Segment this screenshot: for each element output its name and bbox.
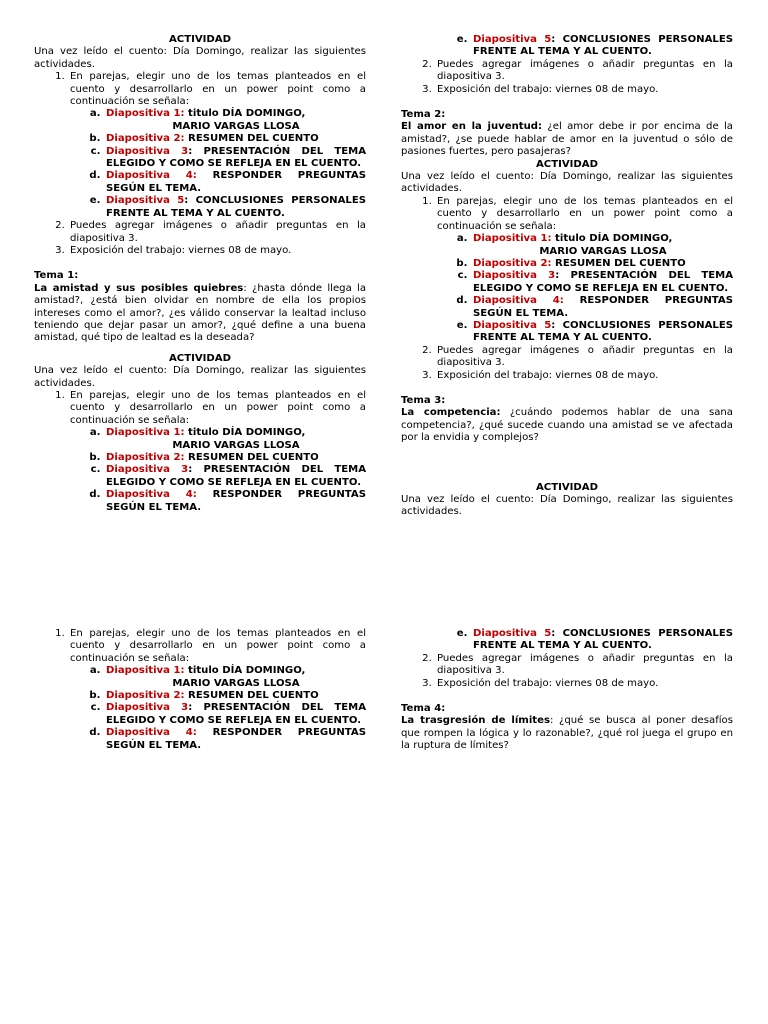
slide-text: titulo DÍA DOMINGO,: [188, 427, 306, 439]
slide-text: : CONCLUSIONES PERSONALES FRENTE AL TEMA Y AL CUENTO.: [106, 195, 366, 219]
slide-4: [104, 727, 366, 752]
step-1-text: En parejas, elegir uno de los temas planteados en el cuento y desarrollarlo en un power point como a continuación se señala:: [70, 389, 366, 426]
step-2: 2. Puedes agregar imágenes o añadir preguntas en la diapositiva 3.: [435, 59, 733, 84]
tema-2-title: Tema 2:: [401, 109, 446, 121]
slide-3: [104, 702, 366, 727]
activity-heading: ACTIVIDAD: [169, 352, 231, 364]
slide-4: [104, 489, 366, 514]
slide-text: RESUMEN DEL CUENTO: [184, 690, 319, 702]
tema-3-title: Tema 3:: [401, 394, 446, 406]
slide-3: [104, 464, 366, 489]
step-3: 3. Exposición del trabajo: viernes 08 de mayo.: [435, 370, 733, 382]
step-1-text: En parejas, elegir uno de los temas planteados en el cuento y desarrollarlo en un power point como a continuación se señala:: [437, 195, 733, 232]
slide-label: Diapositiva 4:: [106, 489, 197, 501]
steps-list: [34, 390, 366, 514]
slide-text: RESPONDER PREGUNTAS SEGÚN EL TEMA.: [106, 489, 366, 513]
slide-label: Diapositiva 1:: [106, 108, 185, 120]
slide-5: [471, 34, 733, 59]
steps-list: [34, 71, 366, 257]
tema-3-lead: La competencia:: [401, 407, 501, 419]
activity-heading: ACTIVIDAD: [536, 481, 598, 493]
slide-text: RESUMEN DEL CUENTO: [551, 257, 686, 269]
slide-label: Diapositiva 3: [473, 270, 556, 282]
slide-2: [104, 690, 366, 702]
step-3: 3. Exposición del trabajo: viernes 08 de mayo.: [68, 245, 366, 257]
slides-list: [70, 427, 366, 514]
tema-4-body: [401, 715, 733, 752]
tema-4-lead: La trasgresión de límites: [401, 715, 550, 727]
tema-2-text: ¿el amor debe ir por encima de la amistad?, ¿se puede hablar de amor en la juventud o sólo de pasiones fuertes, pero pasajeras?: [401, 121, 733, 158]
slide-text: : PRESENTACIÓN DEL TEMA ELEGIDO Y COMO SE REFLEJA EN EL CUENTO.: [473, 270, 734, 294]
slide-label: Diapositiva 4:: [106, 170, 197, 182]
steps-list-continued: [401, 59, 733, 96]
activity-intro: Una vez leído el cuento: Día Domingo, realizar las siguientes actividades.: [401, 494, 733, 518]
slide-text: : PRESENTACIÓN DEL TEMA ELEGIDO Y COMO SE REFLEJA EN EL CUENTO.: [106, 702, 367, 726]
slide-text: : CONCLUSIONES PERSONALES FRENTE AL TEMA Y AL CUENTO.: [473, 319, 733, 344]
slide-label: Diapositiva 5: [473, 34, 552, 45]
slide-1: [104, 108, 366, 133]
slide-text: titulo DÍA DOMINGO,: [188, 108, 306, 120]
slide-text-2: MARIO VARGAS LLOSA: [172, 120, 300, 132]
bottom-right-column: [401, 628, 733, 753]
slide-label: Diapositiva 5: [473, 628, 552, 639]
slide-5: [104, 195, 366, 220]
slide-3: [471, 270, 733, 295]
tema-1-title: Tema 1:: [34, 270, 79, 282]
slide-1: [104, 665, 366, 690]
slides-list: [70, 108, 366, 220]
slide-text: : PRESENTACIÓN DEL TEMA ELEGIDO Y COMO SE REFLEJA EN EL CUENTO.: [106, 145, 367, 170]
tema-2-lead: El amor en la juventud:: [401, 121, 543, 133]
activity-intro: Una vez leído el cuento: Día Domingo, realizar las siguientes actividades.: [401, 171, 733, 195]
slide-label: Diapositiva 2:: [473, 257, 552, 269]
slide-4: [104, 170, 366, 195]
slide-text-2: MARIO VARGAS LLOSA: [172, 677, 300, 689]
slide-label: Diapositiva 5: [106, 195, 185, 207]
top-left-column: [34, 34, 366, 514]
step-3: 3. Exposición del trabajo: viernes 08 de mayo.: [435, 678, 733, 690]
slide-text: titulo DÍA DOMINGO,: [555, 233, 673, 245]
slide-label: Diapositiva 2:: [106, 452, 185, 463]
tema-3-text: ¿cuándo podemos hablar de una sana competencia?, ¿qué sucede cuando una amistad se ve afectada por la envidia y complejos?: [401, 407, 733, 444]
slide-text: RESPONDER PREGUNTAS SEGÚN EL TEMA.: [106, 170, 366, 194]
slide-label: Diapositiva 3: [106, 464, 189, 476]
tema-1-body: [34, 283, 366, 345]
slide-text-2: MARIO VARGAS LLOSA: [539, 245, 667, 257]
tema-4-title: Tema 4:: [401, 703, 446, 715]
slides-list-continued: [401, 34, 733, 59]
tema-2-body: [401, 121, 733, 158]
slide-label: Diapositiva 1:: [473, 233, 552, 245]
steps-list: [401, 196, 733, 382]
slide-2: [104, 133, 366, 145]
slides-list: [70, 665, 366, 752]
slides-list-continued: [401, 628, 733, 653]
slide-label: Diapositiva 1:: [106, 665, 185, 677]
slide-1: [471, 233, 733, 258]
slides-list: [437, 233, 733, 345]
slide-3: [104, 146, 366, 171]
step-2: 2. Puedes agregar imágenes o añadir preguntas en la diapositiva 3.: [435, 345, 733, 370]
slide-text: RESUMEN DEL CUENTO: [184, 452, 319, 463]
tema-3-body: [401, 407, 733, 444]
slide-label: Diapositiva 3: [106, 145, 189, 157]
steps-list-continued: [401, 653, 733, 690]
top-right-column: [401, 34, 733, 519]
step-2: 2. Puedes agregar imágenes o añadir preguntas en la diapositiva 3.: [435, 653, 733, 678]
step-2: 2. Puedes agregar imágenes o añadir preguntas en la diapositiva 3.: [68, 220, 366, 245]
slide-2: [104, 452, 366, 464]
step-1-text: En parejas, elegir uno de los temas planteados en el cuento y desarrollarlo en un power point como a continuación se señala:: [70, 628, 366, 664]
tema-1-text: : ¿hasta dónde llega la amistad?, ¿está bien olvidar en nombre de ella los propios intereses como el amor?, ¿es válido conservar la lealtad incluso teniendo que dejar pasar un amor?, ¿qué define a una buena amistad, qué tipo de lealtad es la deseada?: [34, 282, 367, 344]
tema-4-text: : ¿qué se busca al poner desafíos que rompen la lógica y lo razonable?, ¿qué rol juega el grupo en la ruptura de límites?: [401, 715, 733, 752]
tema-1-lead: La amistad y sus posibles quiebres: [34, 282, 244, 294]
slide-2: [471, 258, 733, 270]
step-1: [68, 628, 366, 752]
slide-4: [471, 295, 733, 320]
steps-list: [34, 628, 366, 752]
slide-text: RESPONDER PREGUNTAS SEGÚN EL TEMA.: [106, 727, 366, 751]
slide-label: Diapositiva 1:: [106, 427, 185, 439]
slide-5: [471, 628, 733, 653]
slide-text: : CONCLUSIONES PERSONALES FRENTE AL TEMA Y AL CUENTO.: [473, 34, 733, 58]
bottom-left-column: [34, 628, 366, 752]
activity-heading: ACTIVIDAD: [169, 34, 231, 45]
slide-text: : CONCLUSIONES PERSONALES FRENTE AL TEMA Y AL CUENTO.: [473, 628, 733, 652]
activity-intro: Una vez leído el cuento: Día Domingo, realizar las siguientes actividades.: [34, 46, 366, 70]
step-1-text: En parejas, elegir uno de los temas planteados en el cuento y desarrollarlo en un power point como a continuación se señala:: [70, 71, 366, 108]
step-1: [68, 390, 366, 514]
slide-label: Diapositiva 4:: [473, 295, 564, 307]
slide-label: Diapositiva 5: [473, 319, 552, 331]
slide-1: [104, 427, 366, 452]
activity-intro: Una vez leído el cuento: Día Domingo, realizar las siguientes actividades.: [34, 365, 366, 389]
slide-text-2: MARIO VARGAS LLOSA: [172, 439, 300, 451]
slide-text: : PRESENTACIÓN DEL TEMA ELEGIDO Y COMO SE REFLEJA EN EL CUENTO.: [106, 464, 367, 488]
slide-text: RESPONDER PREGUNTAS SEGÚN EL TEMA.: [473, 295, 733, 319]
step-3: 3. Exposición del trabajo: viernes 08 de mayo.: [435, 84, 733, 96]
slide-label: Diapositiva 2:: [106, 133, 185, 145]
slide-label: Diapositiva 2:: [106, 690, 185, 702]
slide-text: titulo DÍA DOMINGO,: [188, 665, 306, 677]
step-1: [435, 196, 733, 345]
step-1: [68, 71, 366, 220]
slide-label: Diapositiva 3: [106, 702, 189, 714]
activity-heading: ACTIVIDAD: [536, 158, 598, 170]
slide-text: RESUMEN DEL CUENTO: [184, 133, 319, 145]
slide-5: [471, 320, 733, 345]
slide-label: Diapositiva 4:: [106, 727, 197, 739]
